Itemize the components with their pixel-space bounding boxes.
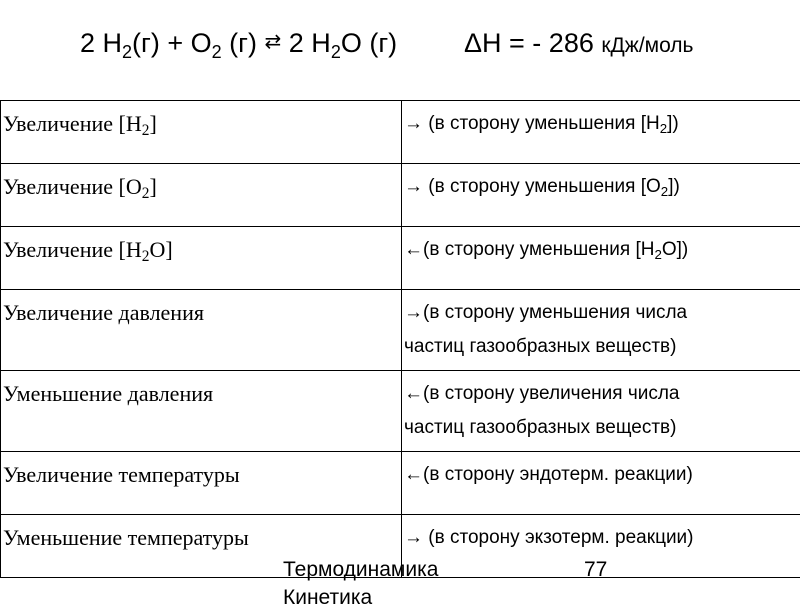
shift-cell xyxy=(402,164,800,227)
cell-text: →(в сторону уменьшения числа xyxy=(404,302,687,323)
cell-text: Увеличение [H xyxy=(3,111,142,136)
factor-cell xyxy=(1,101,402,164)
table-row xyxy=(1,164,800,227)
cell-text: ]) xyxy=(668,176,680,197)
table-row xyxy=(1,101,800,164)
factor-cell xyxy=(1,371,402,452)
cell-text: O]) xyxy=(662,239,688,260)
eq-part: 2 H xyxy=(80,28,122,58)
cell-text: частиц газообразных веществ) xyxy=(404,330,800,364)
cell-text: ] xyxy=(149,111,156,136)
eq-part: 2 H xyxy=(281,28,331,58)
shift-cell xyxy=(402,452,800,515)
cell-text: → (в сторону уменьшения [O xyxy=(404,176,661,197)
cell-text: ] xyxy=(149,174,156,199)
cell-text: частиц газообразных веществ) xyxy=(404,411,800,445)
cell-text: → (в сторону уменьшения [H xyxy=(404,113,660,134)
cell-text: Уменьшение давления xyxy=(3,381,213,406)
cell-text: O] xyxy=(149,237,172,262)
eq-subscript: 2 xyxy=(212,42,222,62)
eq-subscript: 2 xyxy=(122,42,132,62)
table-row xyxy=(1,290,800,371)
cell-subscript: 2 xyxy=(142,185,150,202)
factor-cell xyxy=(1,290,402,371)
cell-text: ]) xyxy=(667,113,679,134)
shift-cell xyxy=(402,101,800,164)
eq-part: (г) + O xyxy=(132,28,212,58)
equilibrium-shift-table xyxy=(0,100,800,578)
footer-line: Кинетика xyxy=(283,584,438,612)
cell-text: ←(в сторону эндотерм. реакции) xyxy=(404,464,693,485)
factor-cell xyxy=(1,164,402,227)
enthalpy-value xyxy=(464,28,694,59)
enthalpy-text: ΔH = - 286 xyxy=(464,28,601,58)
shift-cell xyxy=(402,290,800,371)
cell-subscript: 2 xyxy=(660,121,667,136)
cell-text: Увеличение [H xyxy=(3,237,142,262)
cell-subscript: 2 xyxy=(661,184,668,199)
eq-subscript: 2 xyxy=(331,42,341,62)
shift-cell xyxy=(402,227,800,290)
shift-cell xyxy=(402,371,800,452)
factor-cell xyxy=(1,227,402,290)
cell-text: ←(в сторону уменьшения [H xyxy=(404,239,654,260)
cell-text: Уменьшение температуры xyxy=(3,525,249,550)
cell-text: Увеличение температуры xyxy=(3,462,240,487)
cell-subscript: 2 xyxy=(142,122,150,139)
table-row xyxy=(1,227,800,290)
cell-subscript: 2 xyxy=(654,247,661,262)
slide-footer xyxy=(283,556,438,612)
footer-line: Термодинамика xyxy=(283,556,438,584)
page-number: 77 xyxy=(584,556,607,584)
factor-cell xyxy=(1,452,402,515)
cell-text: Увеличение давления xyxy=(3,300,204,325)
cell-subscript: 2 xyxy=(142,248,150,265)
cell-text: Увеличение [O xyxy=(3,174,142,199)
table-row xyxy=(1,452,800,515)
equilibrium-arrow-icon: ⇄ xyxy=(265,31,282,53)
table-row xyxy=(1,371,800,452)
cell-text: ←(в сторону увеличения числа xyxy=(404,383,679,404)
eq-part: (г) xyxy=(222,28,265,58)
enthalpy-unit: кДж/моль xyxy=(601,34,693,57)
equation-formula xyxy=(80,28,397,59)
eq-part: O (г) xyxy=(341,28,397,58)
cell-text: → (в сторону экзотерм. реакции) xyxy=(404,527,694,548)
